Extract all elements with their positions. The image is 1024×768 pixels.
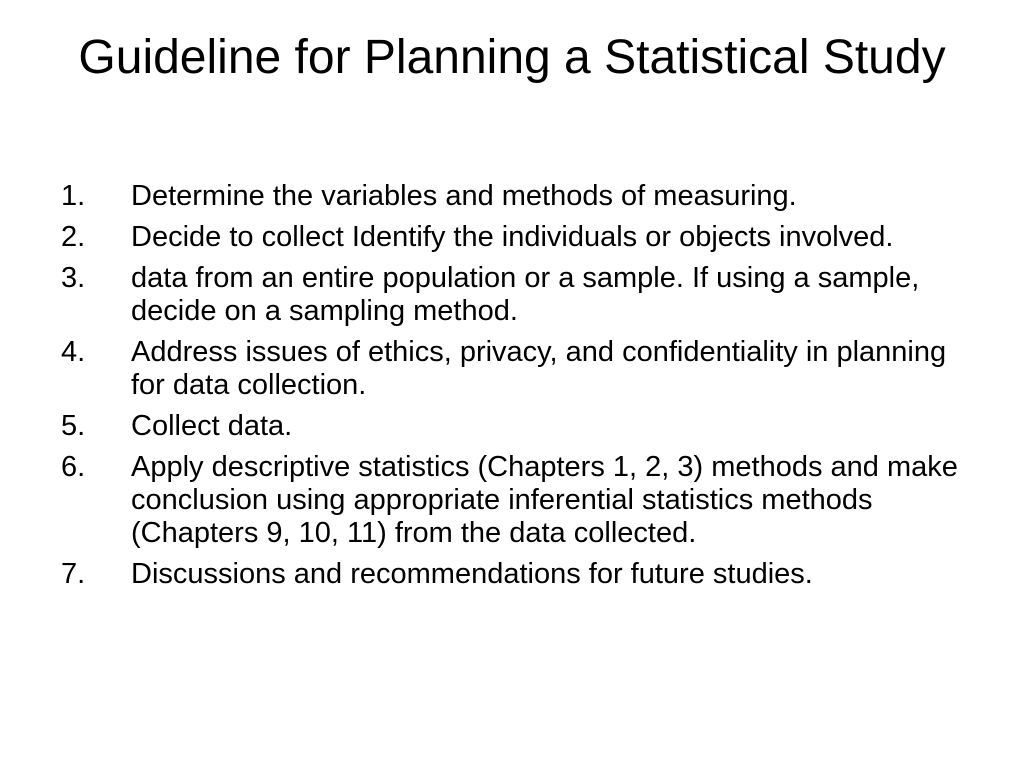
- list-item-1: [61, 180, 961, 213]
- list-item-text: data from an entire population or a sample. If using a sample, decide on a sampling method.: [131, 262, 920, 327]
- list-item-6: [61, 451, 961, 550]
- list-item-3: [61, 262, 961, 328]
- list-item-2: [61, 221, 961, 254]
- list-item-number: 1.: [61, 180, 86, 212]
- list-item-5: [61, 410, 961, 443]
- list-item-text: Determine the variables and methods of measuring.: [131, 180, 797, 212]
- list-item-7: [61, 558, 961, 591]
- list-item-text: Collect data.: [131, 410, 293, 442]
- list-item-text: Discussions and recommendations for future studies.: [131, 558, 813, 590]
- list-item-4: [61, 336, 961, 402]
- list-item-text: Address issues of ethics, privacy, and confidentiality in planning for data collection.: [131, 336, 947, 401]
- guideline-list: [61, 180, 961, 599]
- list-item-number: 5.: [61, 410, 86, 442]
- list-item-number: 3.: [61, 262, 86, 294]
- list-item-number: 2.: [61, 221, 86, 253]
- list-item-number: 6.: [61, 451, 86, 483]
- slide-title: Guideline for Planning a Statistical Study: [78, 31, 946, 84]
- list-item-number: 4.: [61, 336, 86, 368]
- list-item-text: Decide to collect Identify the individuals or objects involved.: [131, 221, 894, 253]
- list-item-number: 7.: [61, 558, 86, 590]
- list-item-text: Apply descriptive statistics (Chapters 1, 2, 3) methods and make conclusion using appropriate inferential statistics methods (Chapters 9, 10, 11) from the data collected.: [131, 451, 958, 549]
